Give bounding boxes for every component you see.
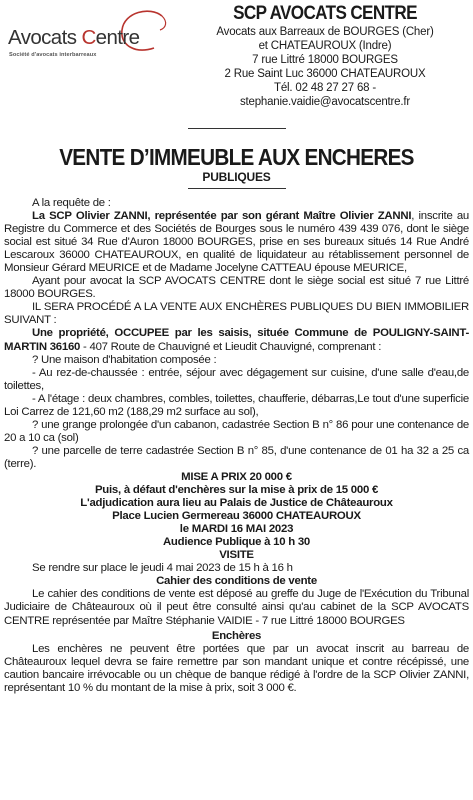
auction-venue: L'adjudication aura lieu au Palais de Justice de Châteauroux	[80, 497, 393, 510]
logo-wordmark: Avocats Centre	[8, 26, 140, 49]
starting-price: MISE A PRIX 20 000 €	[181, 470, 292, 483]
barn-item: ? une grange prolongée d'un cabanon, cadastrée Section B n° 86 pour une contenance de 20 a 10 ca (sol)	[4, 418, 469, 444]
requester-paragraph: La SCP Olivier ZANNI, représentée par son gérant Maître Olivier ZANNI, inscrite au Registre du Commerce et des Sociétés de Bourges sous le numéro 439 439 076, dont le siège social est situé 34 Rue d'Auron 18000 BOURGES, prise en ses bureaux situés 14 Rue André Lescaroux 36000 CHATEAUROUX, en qualité de liquidateur au rétablissement personnel de Monsieur Gérard MEURICE et de Madame Jocelyne CATTEAU épouse MEURICE,	[4, 210, 469, 275]
notice-title: VENTE D’IMMEUBLE AUX ENCHERES	[59, 144, 414, 170]
encheres-text: Les enchères ne peuvent être portées que par un avocat inscrit au barreau de Châteauroux lequel devra se faire remettre par son mandant unique et contre récépissé, une caution bancaire irrévocable ou un chèque de banque rédigé à l'ordre de la SCP Olivier ZANNI, représentant 10 % du montant de la mise à prix, soit 3 000 €.	[4, 642, 469, 694]
hearing-time: Audience Publique à 10 h 30	[162, 536, 311, 549]
firm-header	[184, 3, 466, 109]
firm-address	[184, 25, 466, 109]
encheres-heading: Enchères	[211, 629, 262, 642]
venue-address: Place Lucien Germereau 36000 CHATEAUROUX	[112, 510, 361, 523]
conditions-heading: Cahier des conditions de vente	[156, 575, 317, 588]
address-line: 2 Rue Saint Luc 36000 CHATEAUROUX	[224, 68, 426, 80]
auction-date: le MARDI 16 MAI 2023	[179, 523, 294, 536]
house-item: ? Une maison d'habitation composée :	[32, 353, 217, 366]
firm-name: SCP AVOCATS CENTRE	[233, 3, 417, 24]
title-divider	[188, 188, 286, 189]
address-line: et CHATEAUROUX (Indre)	[258, 40, 392, 52]
ground-floor-item: - Au rez-de-chaussée : entrée, séjour avec dégagement sur cuisine, d'une salle d'eau,de toilettes,	[4, 366, 469, 392]
address-line: Avocats aux Barreaux de BOURGES (Cher)	[216, 26, 434, 38]
request-intro: A la requête de :	[32, 197, 111, 209]
conditions-text: Le cahier des conditions de vente est déposé au greffe du Juge de l'Exécution du Tribunal Judiciaire de Châteauroux où il peut être consulté ainsi qu'au cabinet de la SCP AVOCATS CENTRE représentée par Maître Stéphanie VAIDIE - 7 rue Littré 18000 BOURGES	[4, 588, 469, 627]
reduced-price: Puis, à défaut d'enchères sur la mise à prix de 15 000 €	[94, 484, 379, 497]
notice-body	[4, 197, 469, 695]
notice-title-block	[0, 144, 473, 184]
address-line: Tél. 02 48 27 27 68 -	[274, 82, 376, 94]
address-line: 7 rue Littré 18000 BOURGES	[252, 54, 398, 66]
avocats-centre-logo	[6, 8, 184, 58]
lawyer-paragraph: Ayant pour avocat la SCP AVOCATS CENTRE dont le siège social est situé 7 rue Littré 18000 BOURGES.	[4, 275, 469, 301]
visit-text: Se rendre sur place le jeudi 4 mai 2023 de 15 h à 16 h	[32, 562, 293, 575]
procedure-paragraph: IL SERA PROCÉDÉ A LA VENTE AUX ENCHÈRES PUBLIQUES DU BIEN IMMOBILIER SUIVANT :	[4, 301, 469, 327]
logo-tagline: Société d'avocats interbarreaux	[9, 52, 97, 58]
property-paragraph: Une propriété, OCCUPEE par les saisis, située Commune de POULIGNY-SAINT-MARTIN 36160 - 407 Route de Chauvigné et Lieudit Chauvigné, comprenant :	[4, 327, 469, 353]
email-line: stephanie.vaidie@avocatscentre.fr	[239, 96, 410, 108]
first-floor-item: - A l'étage : deux chambres, combles, toilettes, chaufferie, débarras,Le tout d'une superficie Loi Carrez de 121,60 m2 (188,29 m2 surface au sol),	[4, 392, 469, 418]
land-item: ? une parcelle de terre cadastrée Section B n° 85, d'une contenance de 01 ha 32 a 25 ca (terre).	[4, 444, 469, 470]
visit-heading: VISITE	[219, 549, 254, 562]
notice-subtitle: PUBLIQUES	[202, 170, 271, 184]
header-divider	[188, 128, 286, 129]
